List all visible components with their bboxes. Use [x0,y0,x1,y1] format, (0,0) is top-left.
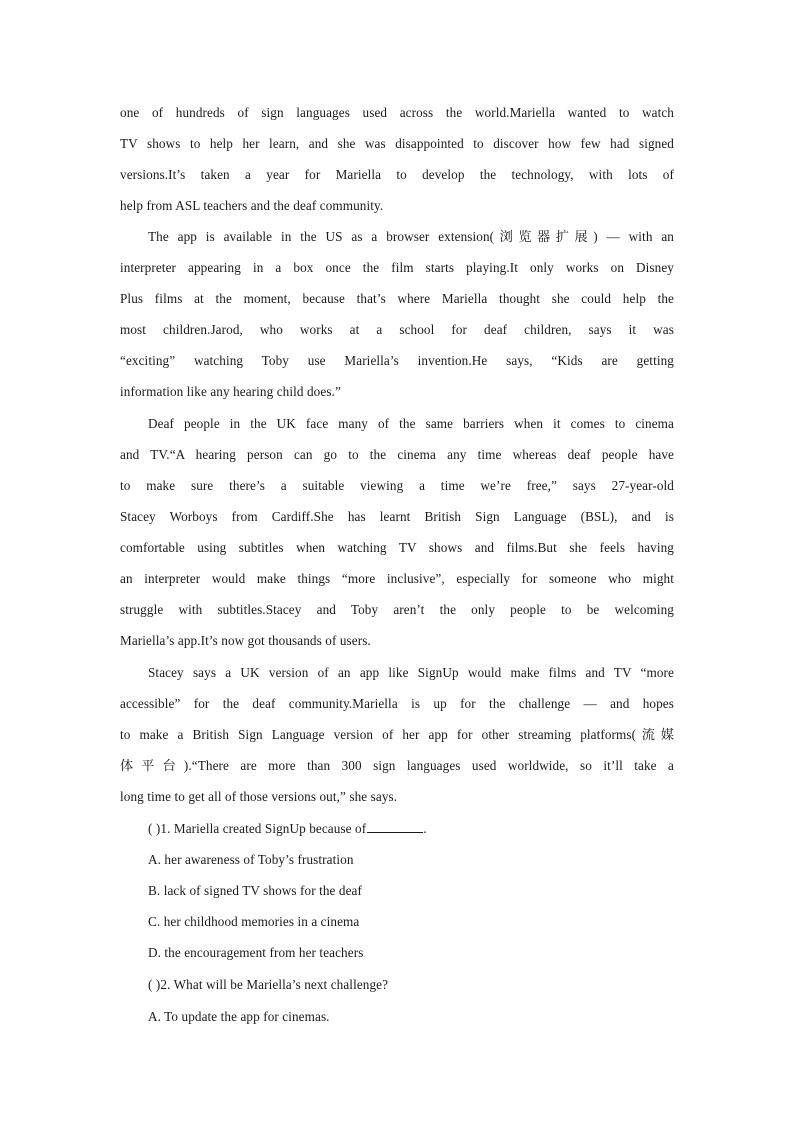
passage-line: to make sure there’s a suitable viewing a time we’re free,” says 27-year-old [120,478,674,493]
passage-line: Mariella’s app.It’s now got thousands of users. [120,633,371,648]
passage-line: information like any hearing child does.” [120,384,341,399]
question-1-end: . [423,821,427,836]
passage-line: comfortable using subtitles when watching TV shows and films.But she feels having [120,540,674,555]
passage-line: TV shows to help her learn, and she was disappointed to discover how few had signed [120,136,674,151]
passage-line: versions.It’s taken a year for Mariella to develop the technology, with lots of [120,167,674,182]
passage-line: interpreter appearing in a box once the film starts playing.It only works on Disney [120,260,674,275]
question-1-option-b[interactable]: B. lack of signed TV shows for the deaf [148,883,363,898]
question-2-option-a[interactable]: A. To update the app for cinemas. [148,1009,330,1024]
question-1-option-c[interactable]: C. her childhood memories in a cinema [148,914,360,929]
passage-line: to make a British Sign Language version of her app for other streaming platforms(流媒 [120,727,674,742]
passage-line: long time to get all of those versions out,” she says. [120,789,398,804]
passage-line: Plus films at the moment, because that’s where Mariella thought she could help the [120,291,674,306]
question-2-stem: ( )2. What will be Mariella’s next challenge? [148,977,389,992]
passage-line: an interpreter would make things “more inclusive”, especially for someone who might [120,571,674,586]
passage-line: Deaf people in the UK face many of the same barriers when it comes to cinema [148,416,674,431]
passage-line: most children.Jarod, who works at a school for deaf children, says it was [120,322,674,337]
passage-line: The app is available in the US as a browser extension(浏览器扩展) — with an [148,229,674,244]
question-1-stem: ( )1. Mariella created SignUp because of [148,821,367,836]
question-1 [148,813,427,844]
passage-line: Stacey Worboys from Cardiff.She has learnt British Sign Language (BSL), and is [120,509,674,524]
passage-line: and TV.“A hearing person can go to the cinema any time whereas deaf people have [120,447,674,462]
passage-line: one of hundreds of sign languages used across the world.Mariella wanted to watch [120,105,674,120]
question-1-option-a[interactable]: A. her awareness of Toby’s frustration [148,852,354,867]
question-1-option-d[interactable]: D. the encouragement from her teachers [148,945,364,960]
passage-line: accessible” for the deaf community.Mariella is up for the challenge — and hopes [120,696,674,711]
passage-line: “exciting” watching Toby use Mariella’s invention.He says, “Kids are getting [120,353,674,368]
passage-line: struggle with subtitles.Stacey and Toby aren’t the only people to be welcoming [120,602,674,617]
passage-line: 体平台).“There are more than 300 sign languages used worldwide, so it’ll take a [120,758,674,773]
passage-line: help from ASL teachers and the deaf community. [120,198,384,213]
passage-line: Stacey says a UK version of an app like SignUp would make films and TV “more [148,665,674,680]
answer-blank[interactable] [367,820,423,833]
